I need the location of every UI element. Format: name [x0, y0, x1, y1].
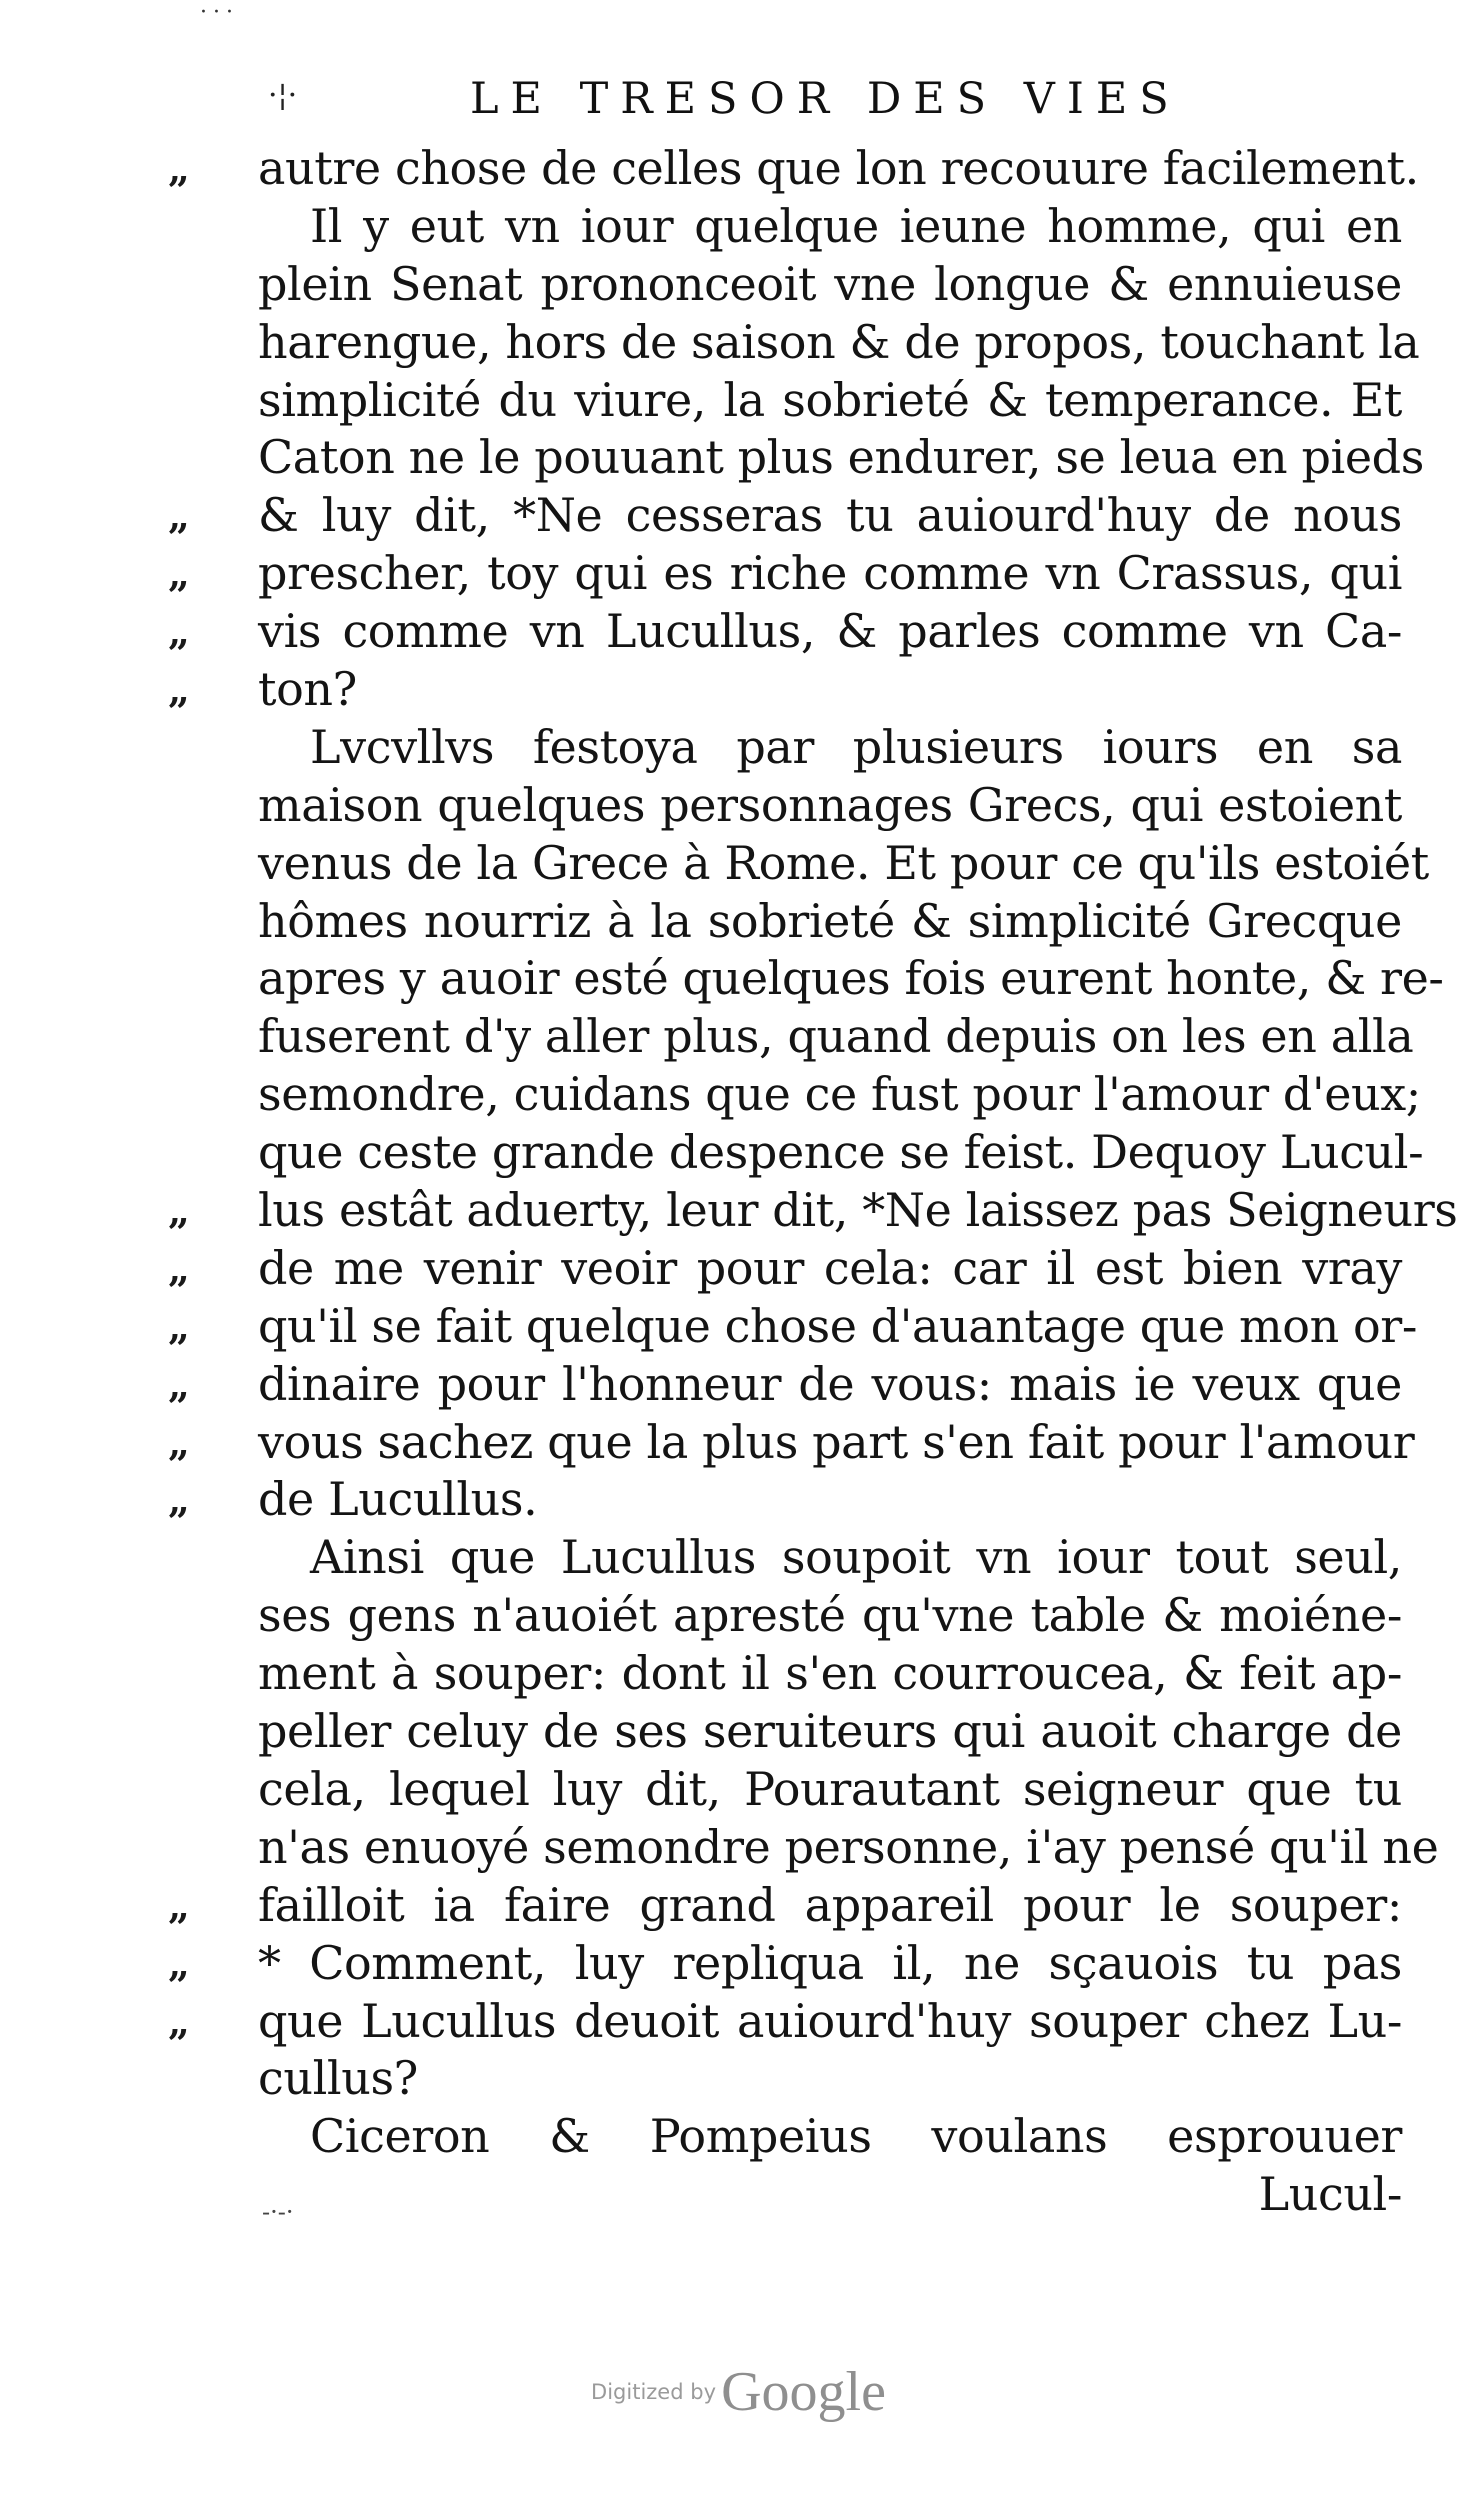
quotation-margin-mark: „ [168, 1940, 194, 1986]
quotation-margin-mark: „ [168, 609, 194, 655]
line-text: dinaire pour l'honneur de vous: mais ie veux que [258, 1356, 1402, 1411]
text-body [168, 140, 1458, 2224]
text-line [258, 2108, 1402, 2166]
text-line [168, 1993, 1402, 2051]
text-line [258, 950, 1444, 1008]
line-text: que Lucullus deuoit auiourd'huy souper chez Lu- [258, 1993, 1402, 2048]
line-text: Ainsi que Lucullus soupoit vn iour tout seul, [310, 1530, 1402, 1585]
line-text: cela, lequel luy dit, Pourautant seigneur que tu [258, 1761, 1402, 1816]
text-line [258, 1529, 1402, 1587]
line-text: semondre, cuidans que ce fust pour l'amour d'eux; [258, 1067, 1421, 1122]
line-text: de Lucullus. [258, 1472, 538, 1527]
line-text: Ciceron & Pompeius voulans esprouuer [310, 2109, 1402, 2164]
top-edge-mark: ··· [200, 0, 239, 25]
text-line [168, 603, 1402, 661]
line-text: venus de la Grece à Rome. Et pour ce qu'ils estoiét [258, 835, 1429, 890]
text-line [168, 1182, 1458, 1240]
line-text: simplicité du viure, la sobrieté & temperance. Et [258, 372, 1402, 427]
line-text: qu'il se fait quelque chose d'auantage que mon or- [258, 1298, 1418, 1353]
line-text: autre chose de celles que lon recouure facilement. [258, 141, 1419, 195]
text-line [168, 1240, 1402, 1298]
line-text: Lvcvllvs festoya par plusieurs iours en sa [310, 719, 1402, 774]
text-line [168, 140, 1419, 198]
digitized-by-google-watermark [0, 2360, 1477, 2424]
line-text: apres y auoir esté quelques fois eurent honte, & re- [258, 951, 1444, 1006]
line-text: vous sachez que la plus part s'en fait pour l'amour [258, 1414, 1415, 1469]
quotation-margin-mark: „ [168, 1998, 194, 2044]
quotation-margin-mark: „ [168, 551, 194, 597]
quotation-margin-mark: „ [168, 1303, 194, 1349]
quotation-margin-mark: „ [168, 1188, 194, 1234]
text-line [258, 719, 1402, 777]
text-line [258, 372, 1402, 430]
text-line [258, 198, 1402, 256]
line-text: de me venir veoir pour cela: car il est bien vray [258, 1240, 1402, 1295]
line-text: n'as enuoyé semondre personne, i'ay pensé qu'il ne [258, 1819, 1439, 1874]
bottom-margin-mark: -·-· [262, 2198, 294, 2226]
line-text: vis comme vn Lucullus, & parles comme vn Ca- [258, 604, 1402, 659]
line-text: ton? [258, 662, 357, 717]
text-line [258, 1066, 1421, 1124]
quotation-margin-mark: „ [168, 667, 194, 713]
text-line [168, 661, 1402, 719]
text-line [168, 545, 1402, 603]
line-text: plein Senat prononceoit vne longue & ennuieuse [258, 256, 1402, 311]
text-line [168, 1935, 1402, 1993]
line-text: peller celuy de ses seruiteurs qui auoit charge de [258, 1704, 1402, 1759]
line-text: lus estât aduerty, leur dit, *Ne laissez pas Seigneurs [258, 1183, 1458, 1238]
line-text: ment à souper: dont il s'en courroucea, & feit ap- [258, 1646, 1402, 1701]
text-line [258, 835, 1429, 893]
text-line [258, 314, 1420, 372]
text-line [168, 1877, 1402, 1935]
quotation-margin-mark: „ [168, 1419, 194, 1465]
line-text: prescher, toy qui es riche comme vn Crassus, qui [258, 546, 1402, 601]
line-text: Il y eut vn iour quelque ieune homme, qui en [310, 198, 1402, 253]
line-text: fuserent d'y aller plus, quand depuis on les en alla [258, 1009, 1414, 1064]
text-line [258, 429, 1424, 487]
catchword-line [258, 2166, 1402, 2224]
text-line [258, 1703, 1402, 1761]
text-line [258, 1124, 1424, 1182]
text-line [168, 1356, 1402, 1414]
quotation-margin-mark: „ [168, 1245, 194, 1291]
running-head: LE TRESOR DES VIES [470, 74, 1181, 124]
text-line [258, 1761, 1402, 1819]
quotation-margin-mark: „ [168, 1477, 194, 1523]
text-line [258, 1819, 1439, 1877]
text-line [168, 1298, 1418, 1356]
text-line [258, 777, 1402, 835]
line-text: maison quelques personnages Grecs, qui estoient [258, 777, 1402, 832]
google-logo: Google [721, 2361, 886, 2423]
quotation-margin-mark: „ [168, 1882, 194, 1928]
line-text: Lucul- [1258, 2167, 1402, 2222]
line-text: hômes nourriz à la sobrieté & simplicité Grecque [258, 893, 1402, 948]
text-line [258, 1587, 1402, 1645]
line-text: * Comment, luy repliqua il, ne sçauois tu pas [258, 1935, 1402, 1990]
quotation-margin-mark: „ [168, 1361, 194, 1407]
line-text: ses gens n'auoiét apresté qu'vne table & moiéne- [258, 1588, 1402, 1643]
digitized-by-label: Digitized by [591, 2380, 716, 2404]
text-line [258, 1008, 1414, 1066]
folio-ornament: ·¦· [268, 78, 298, 113]
text-line [258, 893, 1402, 951]
line-text: & luy dit, *Ne cesseras tu auiourd'huy de nous [258, 488, 1402, 543]
line-text: Caton ne le pouuant plus endurer, se leua en pieds [258, 430, 1424, 485]
line-text: failloit ia faire grand appareil pour le souper: [258, 1877, 1402, 1932]
quotation-margin-mark: „ [168, 493, 194, 539]
text-line [168, 1471, 1402, 1529]
line-text: cullus? [258, 2051, 418, 2106]
text-line [258, 256, 1402, 314]
text-line [168, 1414, 1415, 1472]
text-line [168, 487, 1402, 545]
line-text: harengue, hors de saison & de propos, touchant la [258, 314, 1420, 369]
text-line [258, 1645, 1402, 1703]
quotation-margin-mark: „ [168, 146, 194, 191]
text-line [258, 2050, 1402, 2108]
line-text: que ceste grande despence se feist. Dequoy Lucul- [258, 1125, 1424, 1180]
